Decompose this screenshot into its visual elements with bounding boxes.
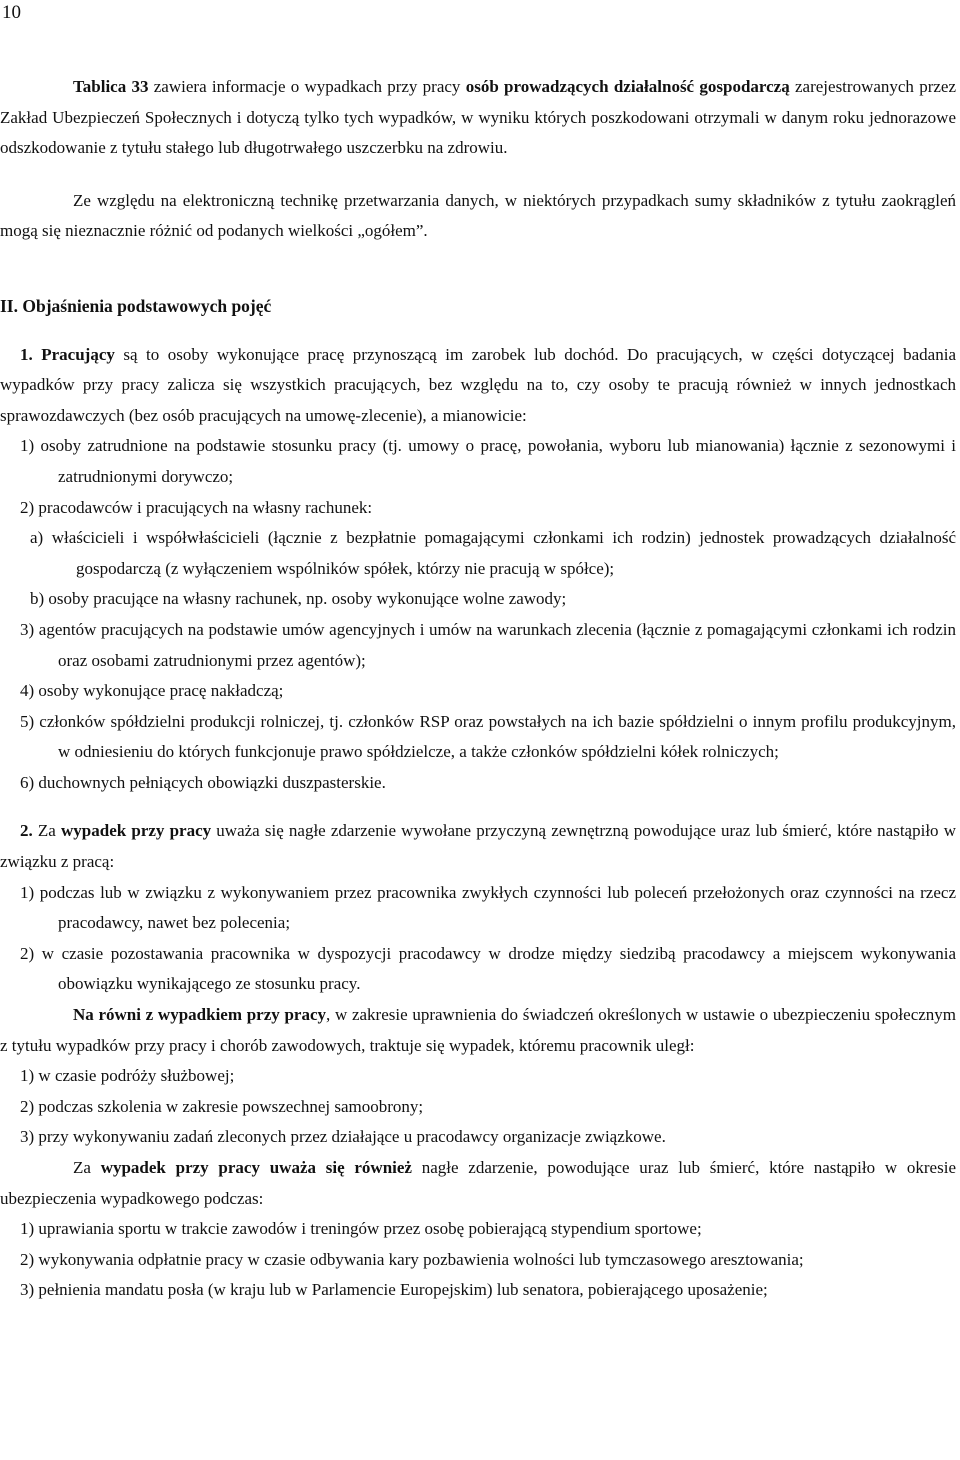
also-pre: Za (73, 1158, 101, 1177)
definition-term: wypadek przy pracy (61, 821, 212, 841)
intro-paragraph (0, 72, 956, 164)
rounding-note: Ze względu na elektroniczną technikę przetwarzania danych, w niektórych przypadkach sumy składników z tytułu zaokrągleń mogą się nieznacznie różnić od podanych wielkości „ogółem”. (0, 190, 956, 241)
also-paragraph (0, 1153, 956, 1214)
list-item: 5) członków spółdzielni produkcji rolniczej, tj. członków RSP oraz powstałych na ich bazie spółdzielni o innym profilu produkcyjnym, w odniesieniu do których funkcjonuje prawo spółdzielcze, a także członków spółdzielni kółek rolniczych; (20, 711, 956, 762)
also-term-2: uważa się również (269, 1158, 412, 1177)
list-item: 2) pracodawców i pracujących na własny rachunek: (20, 497, 373, 517)
list-item: 1) w czasie podróży służbowej; (20, 1066, 235, 1086)
section-heading: II. Objaśnienia podstawowych pojęć (0, 295, 272, 316)
intro-text-cont: zarejestrowanych przez Zakład Ubezpieczeń Społecznych i dotyczą tylko tych wypadków, w wyniku których poszkodowani otrzymali w danym roku jednorazowe odszkodowanie z tytułu stałego lub długotrwałego uszczerbku na zdrowiu. (0, 77, 956, 158)
list-item: 2) w czasie pozostawania pracownika w dyspozycji pracodawcy w drodze między siedzibą pracodawcy a miejscem wykonywania obowiązku wynikającego ze stosunku pracy. (20, 943, 956, 994)
equivalent-paragraph (0, 1000, 956, 1061)
list-item: 6) duchownych pełniących obowiązki duszpasterskie. (20, 772, 386, 792)
definition-wypadek (0, 816, 956, 877)
list-item: 1) osoby zatrudnione na podstawie stosunku pracy (tj. umowy o pracę, powołania, wyboru lub mianowania) łącznie z sezonowymi i zatrudnionymi dorywczo; (20, 436, 956, 486)
also-text: nagłe zdarzenie, powodujące uraz lub śmierć, które nastąpiło w okresie ubezpieczenia wypadkowego podczas: (0, 1158, 956, 1208)
list-item: 4) osoby wykonujące pracę nakładczą; (20, 681, 284, 701)
document-body (0, 72, 956, 1306)
also-term-1: wypadek przy pracy (100, 1158, 260, 1177)
list-item: 3) pełnienia mandatu posła (w kraju lub w Parlamencie Europejskim) lub senatora, pobierającego uposażenie; (20, 1280, 768, 1300)
definition-pre: Za (32, 821, 62, 841)
sub-list-item: b) osoby pracujące na własny rachunek, np. osoby wykonujące wolne zawody; (30, 589, 567, 609)
definition-pracujacy (0, 340, 956, 432)
definition-number: 1. (20, 344, 33, 364)
also-mid (260, 1158, 270, 1177)
definition-number: 2. (20, 821, 33, 841)
intro-bold-term: osób prowadzących działalność gospodarczą (465, 77, 790, 96)
list-item: 2) wykonywania odpłatnie pracy w czasie odbywania kary pozbawienia wolności lub tymczasowego aresztowania; (20, 1249, 804, 1269)
list-item: 1) uprawiania sportu w trakcie zawodów i treningów przez osobę pobierającą stypendium sportowe; (20, 1219, 702, 1239)
equivalent-term: Na równi z wypadkiem przy pracy (73, 1005, 327, 1025)
definition-text: są to osoby wykonujące pracę przynoszącą im zarobek lub dochód. Do pracujących, w części dotyczącej badania wypadków przy pracy zalicza się wszystkich pracujących, bez względu na to, czy osoby te pracują również w innych jednostkach sprawozdawczych (bez osób pracujących na umowę-zlecenie), a mianowicie: (0, 344, 956, 425)
list-item: 1) podczas lub w związku z wykonywaniem przez pracownika zwykłych czynności lub poleceń przełożonych oraz czynności na rzecz pracodawcy, nawet bez polecenia; (20, 882, 956, 933)
list-item: 3) agentów pracujących na podstawie umów agencyjnych i umów na warunkach zlecenia (łącznie z pomagającymi członkami ich rodzin oraz osobami zatrudnionymi przez agentów); (20, 619, 956, 670)
intro-text: zawiera informacje o wypadkach przy pracy (148, 77, 466, 96)
table-reference: Tablica 33 (73, 77, 149, 96)
definition-text: uważa się nagłe zdarzenie wywołane przyczyną zewnętrzną powodujące uraz lub śmierć, które nastąpiło w związku z pracą: (0, 821, 956, 872)
list-item: 2) podczas szkolenia w zakresie powszechnej samoobrony; (20, 1096, 424, 1116)
equivalent-text: , w zakresie uprawnienia do świadczeń określonych w ustawie o ubezpieczeniu społecznym z tytułu wypadków przy pracy i chorób zawodowych, traktuje się wypadek, któremu pracownik uległ: (0, 1005, 957, 1055)
list-item: 3) przy wykonywaniu zadań zleconych przez działające u pracodawcy organizacje związkowe. (20, 1127, 666, 1147)
definition-term: Pracujący (41, 344, 115, 364)
page-number: 10 (2, 2, 21, 23)
sub-list-item: a) właścicieli i współwłaścicieli (łącznie z bezpłatnie pomagającymi członkami ich rodzin) jednostek prowadzących działalność gospodarczą (z wyłączeniem wspólników spółek, którzy nie pracują w spółce); (30, 528, 956, 578)
